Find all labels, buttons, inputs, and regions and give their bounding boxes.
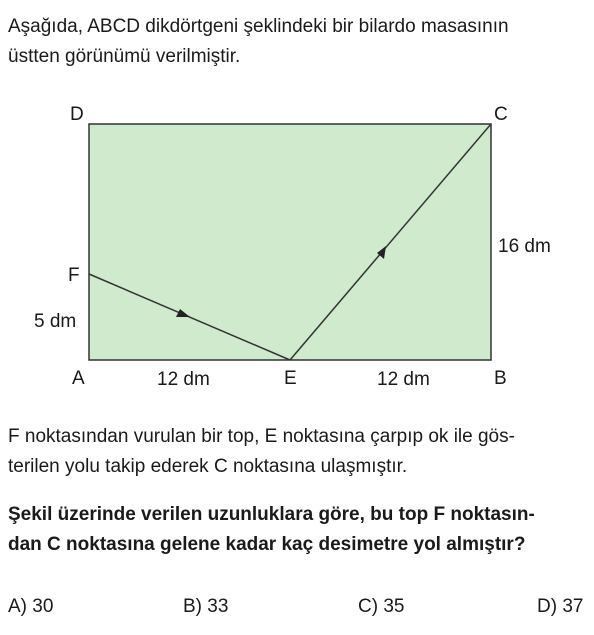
vertex-label-e: E (284, 368, 297, 389)
prompt-line-2: dan C noktasına gelene kadar kaç desimetre yol almıştır? (8, 534, 526, 555)
vertex-label-f: F (68, 265, 80, 286)
prompt-line-1: Şekil üzerinde verilen uzunluklara göre, bu top F noktasın- (8, 504, 535, 525)
choice-d[interactable]: D) 37 (537, 596, 584, 617)
description-line-1: F noktasından vurulan bir top, E noktasına çarpıp ok ile gös- (8, 426, 515, 447)
vertex-label-c: C (494, 104, 508, 125)
vertex-label-d: D (70, 104, 84, 125)
choice-b[interactable]: B) 33 (183, 596, 229, 617)
measure-label-ae: 12 dm (157, 369, 210, 390)
choice-a[interactable]: A) 30 (8, 596, 54, 617)
measure-label-af: 5 dm (34, 311, 77, 332)
table-rectangle (89, 124, 491, 360)
measure-label-eb: 12 dm (377, 369, 430, 390)
measure-label-bc: 16 dm (498, 236, 551, 257)
question-description (8, 422, 592, 482)
intro-line-1: Aşağıda, ABCD dikdörtgeni şeklindeki bir bilardo masasının (8, 16, 509, 37)
question-prompt (8, 500, 592, 560)
intro-line-2: üstten görünümü verilmiştir. (8, 46, 241, 67)
choice-c[interactable]: C) 35 (358, 596, 405, 617)
vertex-label-a: A (72, 368, 85, 389)
vertex-label-b: B (494, 368, 507, 389)
answer-choices (0, 596, 594, 626)
description-line-2: terilen yolu takip ederek C noktasına ulaşmıştır. (8, 456, 408, 477)
